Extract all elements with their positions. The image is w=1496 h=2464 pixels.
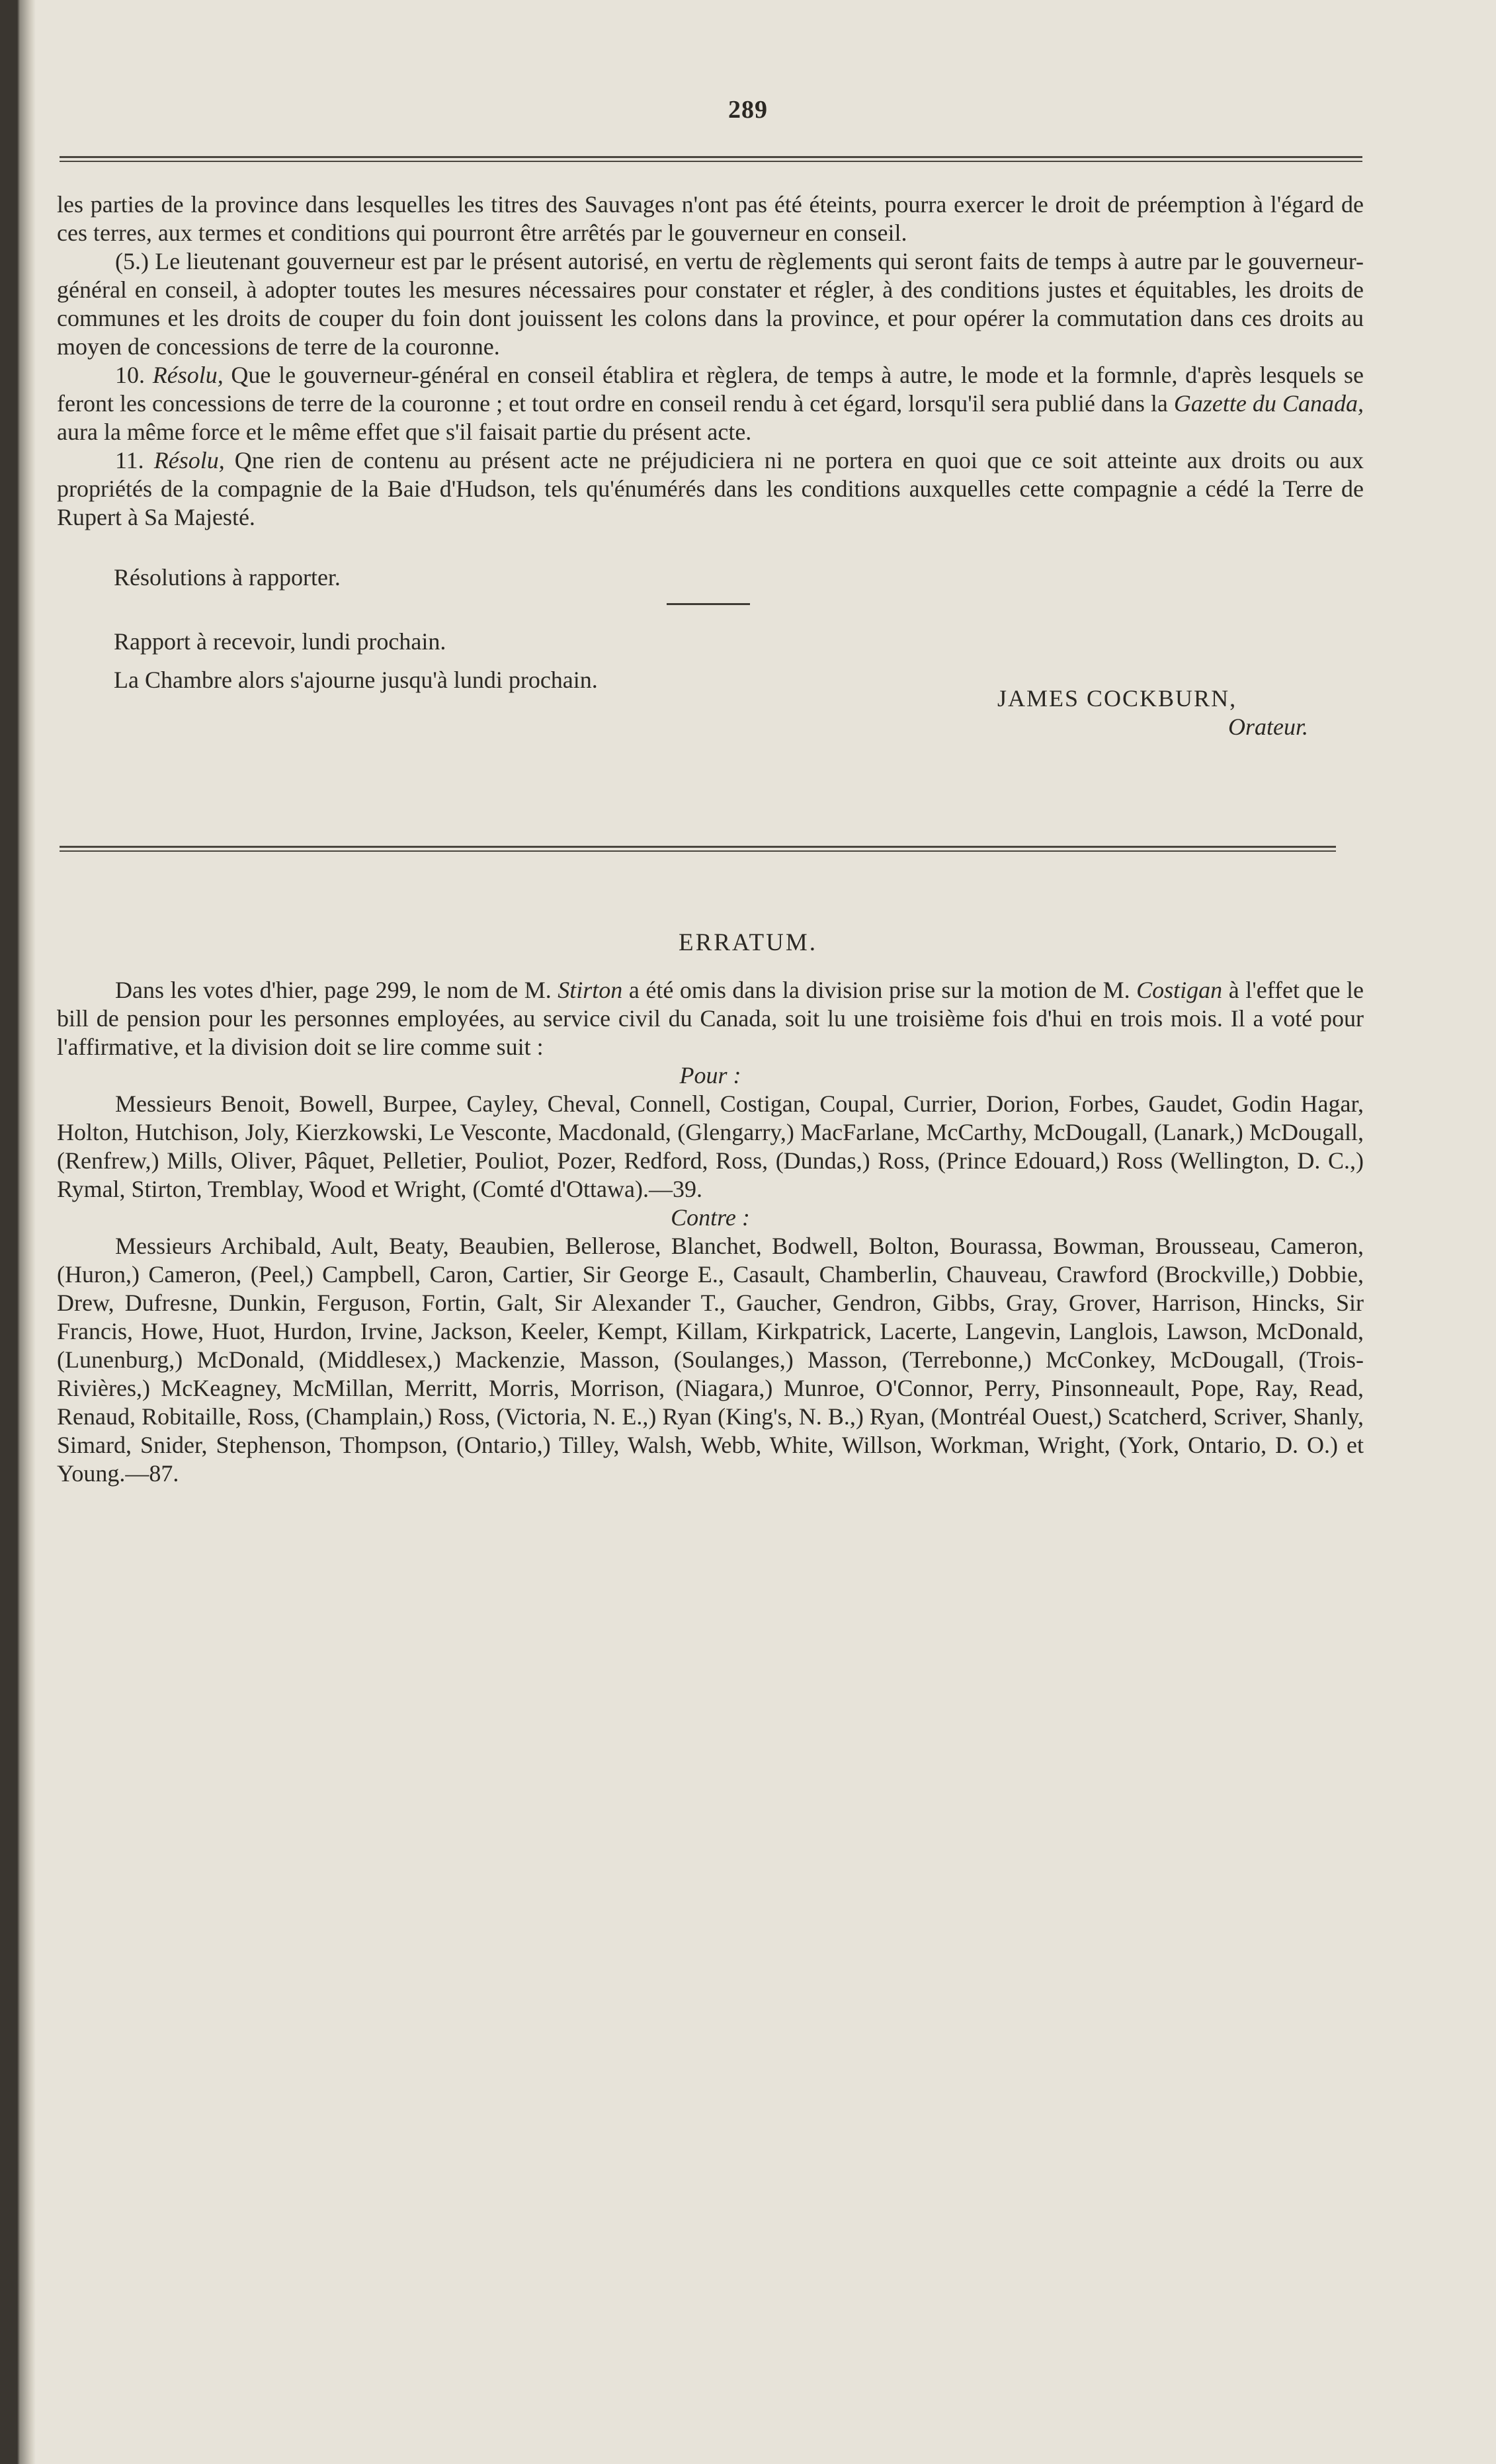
paragraph-lieutenant-gouverneur: (5.) Le lieutenant gouverneur est par le présent autorisé, en vertu de règlements qui seront faits de temps à autre par le gouverneur-général en conseil, à adopter toutes les mesures nécessaires pour constater et régler, à des conditions justes et équitables, les droits de communes et les droits de couper du foin dont jouissent les colons dans la province, et pour opérer la commutation dans ces droits au moyen de concessions de terre de la couronne. bbox=[57, 248, 1364, 360]
name-costigan: Costigan bbox=[1136, 977, 1223, 1003]
resolu-label: Résolu, bbox=[153, 447, 225, 473]
resolution-text-part1: Que le gouverneur-général en conseil établira et règlera, de temps à autre, le mode et la formnle, d'après lesquels se feront les concessions de terre de la couronne ; et tout ordre en conseil rendu à cet égard, lorsqu'il sera publié dans la bbox=[57, 362, 1364, 417]
resolutions-text bbox=[57, 190, 1364, 532]
contre-heading: Contre : bbox=[671, 1204, 750, 1231]
header-double-rule bbox=[60, 156, 1362, 162]
resolu-label: Résolu, bbox=[152, 362, 224, 388]
resolution-number: 10. bbox=[115, 362, 145, 388]
resolutions-a-rapporter: Résolutions à rapporter. bbox=[114, 564, 341, 591]
section-double-rule bbox=[60, 846, 1336, 852]
contre-list: Messieurs Archibald, Ault, Beaty, Beaubien, Bellerose, Blanchet, Bodwell, Bolton, Bourassa, Bowman, Brousseau, Cameron, (Huron,) Cameron, (Peel,) Campbell, Caron, Cartier, Sir George E., Casault, Chamberlin, Chauveau, Crawford (Brockville,) Dobbie, Drew, Dufresne, Dunkin, Ferguson, Fortin, Galt, Sir Alexander T., Gaucher, Gendron, Gibbs, Gray, Grover, Harrison, Hincks, Sir Francis, Howe, Huot, Hurdon, Irvine, Jackson, Keeler, Kempt, Killam, Kirkpatrick, Lacerte, Langevin, Langlois, Lawson, McDonald, (Lunenburg,) McDonald, (Middlesex,) Mackenzie, Masson, (Soulanges,) Masson, (Terrebonne,) McConkey, McDougall, (Trois-Rivières,) McKeagney, McMillan, Merritt, Morris, Morrison, (Niagara,) Munroe, O'Connor, Perry, Pinsonneault, Pope, Ray, Read, Renaud, Robitaille, Ross, (Champlain,) Ross, (Victoria, N. E.,) Ryan (King's, N. B.,) Ryan, (Montréal Ouest,) Scatcherd, Scriver, Shanly, Simard, Snider, Stephenson, Thompson, (Ontario,) Tilley, Walsh, Webb, White, Willson, Workman, Wright, (York, Ontario, D. O.) et Young.—87. bbox=[57, 1233, 1364, 1487]
resolution-text-part2: aura la même force et le même effet que s'il faisait partie du présent acte. bbox=[57, 419, 752, 445]
resolution-number: 11. bbox=[115, 447, 144, 473]
paragraph-resolution-11 bbox=[57, 446, 1364, 532]
pour-heading: Pour : bbox=[679, 1062, 741, 1088]
pour-list: Messieurs Benoit, Bowell, Burpee, Cayley, Cheval, Connell, Costigan, Coupal, Currier, Dorion, Forbes, Gaudet, Godin Hagar, Holton, Hutchison, Joly, Kierzkowski, Le Vesconte, Macdonald, (Glengarry,) MacFarlane, McCarthy, McDougall, (Lanark,) McDougall, (Renfrew,) Mills, Oliver, Pâquet, Pelletier, Pouliot, Pozer, Redford, Ross, (Dundas,) Ross, (Prince Edouard,) Ross (Wellington, D. C.,) Rymal, Stirton, Tremblay, Wood et Wright, (Comté d'Ottawa).—39. bbox=[57, 1090, 1364, 1202]
short-separator-rule bbox=[667, 603, 750, 605]
erratum-heading: ERRATUM. bbox=[678, 929, 818, 956]
speaker-name: JAMES COCKBURN, bbox=[997, 685, 1237, 712]
speaker-signature bbox=[997, 684, 1374, 741]
erratum-intro-part3: à l'effet que le bill de pension pour les personnes employées, au service civil du Canada, soit lu une troisième fois d'hui en trois mois. Il a voté pour l'affirmative, et la division doit se lire comme suit : bbox=[57, 977, 1364, 1060]
erratum-intro-part1: Dans les votes d'hier, page 299, le nom de M. bbox=[115, 977, 552, 1003]
rapport-line: Rapport à recevoir, lundi prochain. bbox=[114, 628, 446, 655]
resolution-text: Qne rien de contenu au présent acte ne préjudiciera ni ne portera en quoi que ce soit atteinte aux droits ou aux propriétés de la compagnie de la Baie d'Hudson, tels qu'énumérés dans les conditions auxquelles cette compagnie a cédé la Terre de Rupert à Sa Majesté. bbox=[57, 447, 1364, 530]
book-binding-edge bbox=[0, 0, 36, 2464]
adjournment-line: La Chambre alors s'ajourne jusqu'à lundi prochain. bbox=[114, 667, 598, 693]
page-number: 289 bbox=[728, 96, 768, 124]
paragraph-resolution-10 bbox=[57, 361, 1364, 446]
paragraph-preemption: les parties de la province dans lesquelles les titres des Sauvages n'ont pas été éteints, pourra exercer le droit de préemption à l'égard de ces terres, aux termes et conditions qui pourront être arrêtés par le gouverneur en conseil. bbox=[57, 191, 1364, 246]
erratum-intro bbox=[57, 976, 1364, 1061]
erratum-text bbox=[57, 976, 1364, 1488]
name-stirton: Stirton bbox=[558, 977, 623, 1003]
erratum-intro-part2: a été omis dans la division prise sur la motion de M. bbox=[628, 977, 1130, 1003]
speaker-title: Orateur. bbox=[1227, 714, 1308, 740]
gazette-title: Gazette du Canada, bbox=[1173, 390, 1364, 417]
